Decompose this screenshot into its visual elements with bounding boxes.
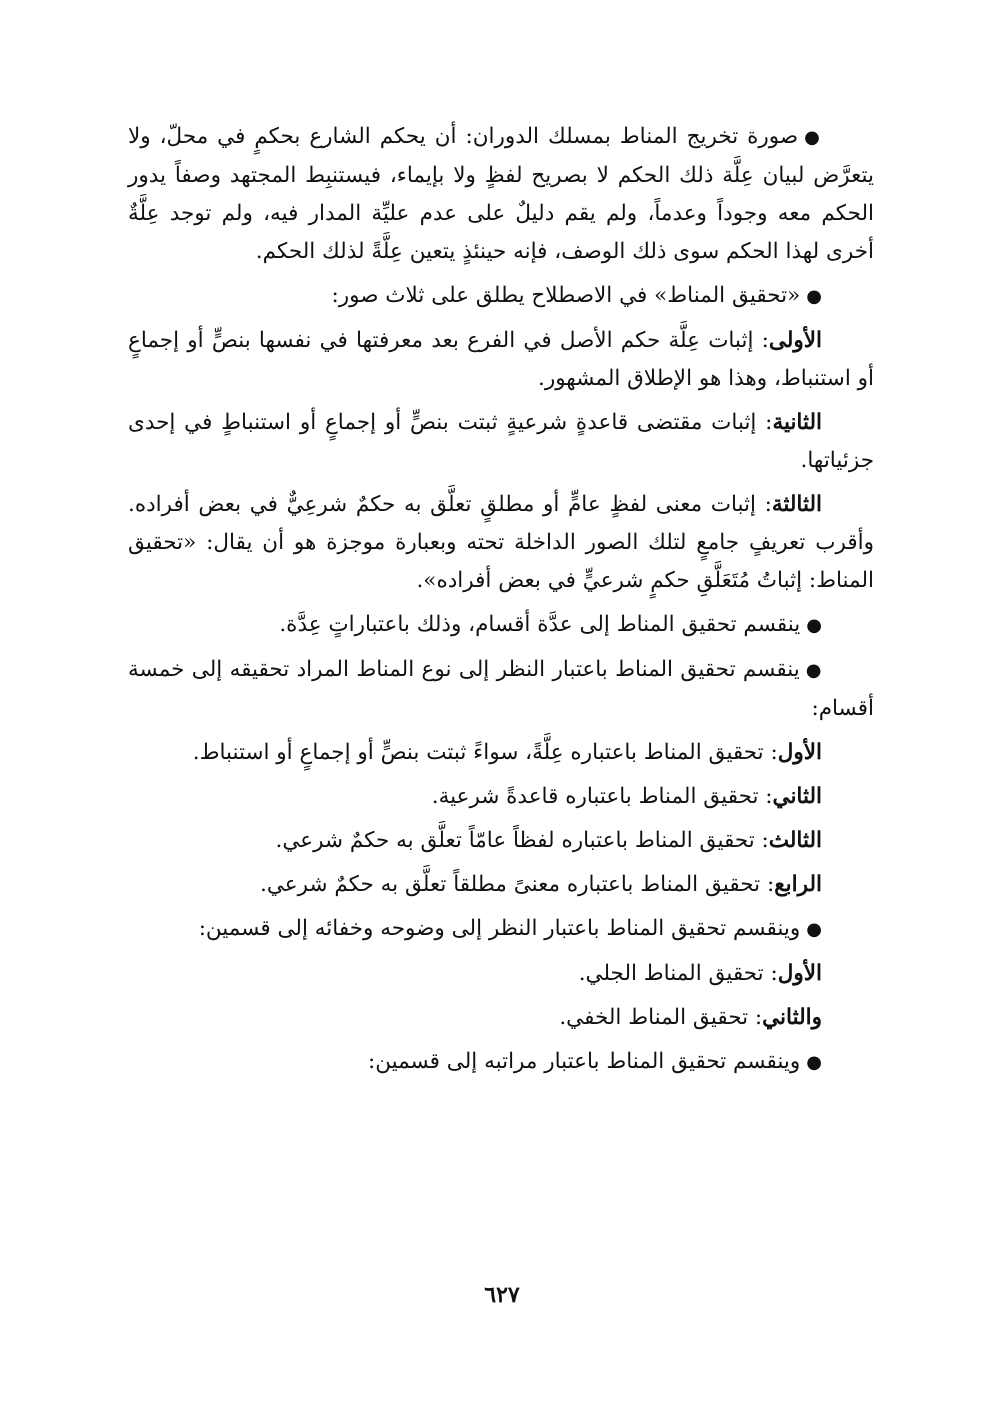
- paragraph-divisions: ●ينقسم تحقيق المناط إلى عدَّة أقسام، وذلك باعتباراتٍ عِدَّة.: [279, 612, 822, 637]
- paragraph-type-fourth: الرابع: تحقيق المناط باعتباره معنىً مطلقاً تعلَّق به حكمٌ شرعي.: [260, 872, 822, 897]
- bullet-icon: ●: [805, 660, 822, 681]
- bullet-icon: ●: [804, 127, 822, 148]
- bullet-icon: ●: [806, 286, 822, 307]
- paragraph-five-types: ●ينقسم تحقيق المناط باعتبار النظر إلى نوع المناط المراد تحقيقه إلى خمسة أقسام:: [128, 657, 874, 721]
- paragraph-ranks-division: ●وينقسم تحقيق المناط باعتبار مراتبه إلى قسمين:: [367, 1049, 822, 1074]
- paragraph-tahqiq-definition: ●«تحقيق المناط» في الاصطلاح يطلق على ثلاث صور:: [331, 283, 822, 308]
- page-number: ٦٢٧: [484, 1282, 520, 1308]
- paragraph-type-first: الأول: تحقيق المناط باعتباره عِلَّةً، سواءً ثبتت بنصٍّ أو إجماعٍ أو استنباط.: [192, 740, 822, 765]
- paragraph-hidden-type: والثاني: تحقيق المناط الخفي.: [559, 1005, 822, 1030]
- page-body: [128, 118, 874, 1088]
- paragraph-type-second: الثاني: تحقيق المناط باعتباره قاعدةً شرعية.: [431, 784, 822, 809]
- paragraph-second-form: الثانية: إثبات مقتضى قاعدةٍ شرعيةٍ ثبتت بنصٍّ أو إجماعٍ أو استنباطٍ في إحدى جزئياتها.: [128, 410, 874, 473]
- paragraph-first-form: الأولى: إثبات عِلَّة حكم الأصل في الفرع بعد معرفتها في نفسها بنصٍّ أو إجماعٍ أو استنباط، وهذا هو الإطلاق المشهور.: [128, 328, 874, 391]
- paragraph-third-form: الثالثة: إثبات معنى لفظٍ عامٍّ أو مطلقٍ تعلَّق به حكمٌ شرعِيٌّ في بعض أفراده. وأقرب تعريفٍ جامعٍ لتلك الصور الداخلة تحته وبعبارة موجزة هو أن يقال: «تحقيق المناط: إثباتُ مُتَعَلَّقِ حكمٍ شرعيٍّ في بعض أفراده».: [128, 492, 874, 593]
- paragraph-clarity-division: ●وينقسم تحقيق المناط باعتبار النظر إلى وضوحه وخفائه إلى قسمين:: [198, 916, 822, 941]
- paragraph-clear-type: الأول: تحقيق المناط الجلي.: [578, 961, 822, 986]
- bullet-icon: ●: [806, 1052, 822, 1073]
- bullet-icon: ●: [806, 919, 822, 940]
- paragraph-type-third: الثالث: تحقيق المناط باعتباره لفظاً عامّاً تعلَّق به حكمٌ شرعي.: [275, 828, 822, 853]
- bullet-icon: ●: [806, 615, 822, 636]
- paragraph-dawran: ●صورة تخريج المناط بمسلك الدوران: أن يحكم الشارع بحكمٍ في محلّ، ولا يتعرَّض لبيان عِلَّة ذلك الحكم لا بصريح لفظٍ ولا بإيماء، فيستنبِط المجتهد وصفاً يدور الحكم معه وجوداً وعدماً، ولم يقم دليلٌ على عدم عليِّة المدار فيه، ولم توجد عِلَّةٌ أخرى لهذا الحكم سوى ذلك الوصف، فإنه حينئذٍ يتعين عِلَّةً لذلك الحكم.: [128, 124, 874, 264]
